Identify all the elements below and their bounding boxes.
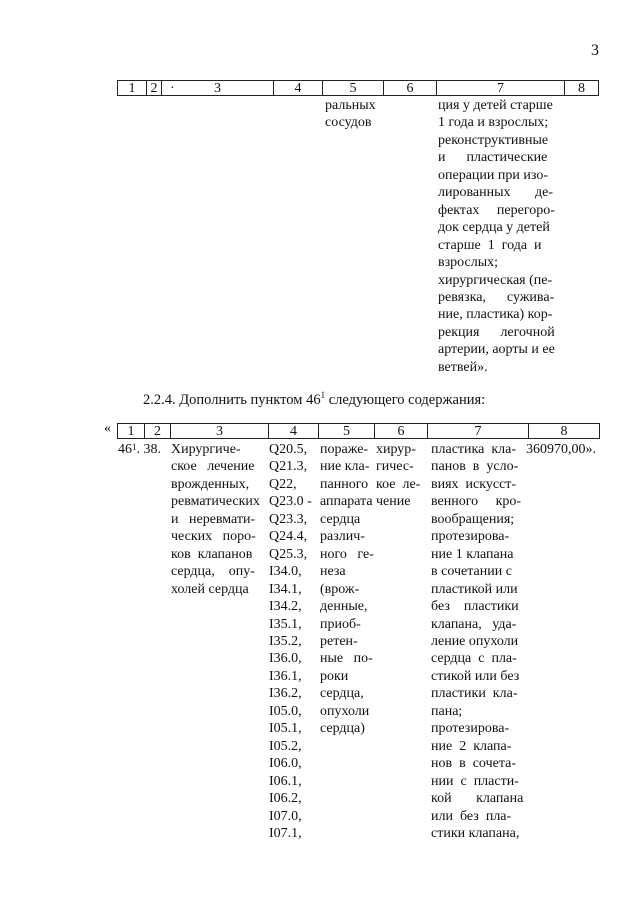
table2-col3-line: врожденных,: [171, 476, 250, 492]
icd-code: Q20.5,: [269, 442, 308, 457]
table2-col6-line: гичес-: [376, 459, 414, 475]
icd-code: Q25.3,: [269, 546, 308, 562]
table2-col3-line: Хирургиче-: [171, 442, 241, 457]
row-number-rest: . 38.: [136, 442, 161, 457]
table2-col3-line: ков клапанов: [171, 546, 253, 562]
table2-col5-line: пораже-: [320, 442, 369, 457]
table1-header-cell-3: [161, 80, 273, 96]
table1-col7-line: ция у детей старше: [438, 98, 553, 113]
table2-col5-line: приоб-: [320, 616, 361, 632]
table1-header-cell-2: 2: [146, 80, 161, 96]
table2-col5-line: панного: [320, 476, 369, 492]
table2-col5-line: ретен-: [320, 633, 358, 649]
table2-col6-text: [376, 441, 425, 511]
table2-col7-line: панов в усло-: [431, 459, 519, 475]
table2-col5-line: (врож-: [320, 581, 360, 597]
opening-quote: «: [104, 421, 111, 436]
instruction-paragraph: [143, 392, 485, 409]
table2-col3-line: ческих поро-: [171, 529, 256, 545]
table1-col7-line: рекция легочной: [438, 324, 555, 340]
table2-col7-line: нов в сочета-: [431, 756, 516, 772]
table1-col7-line: операции при изо-: [438, 167, 548, 183]
table2-col7-text: [431, 441, 526, 842]
icd-code: I06.2,: [269, 791, 302, 807]
table1-col7-line: и пластические: [438, 150, 548, 166]
table2-header-cell-4: 4: [268, 423, 318, 439]
table2-col7-line: пластики кла-: [431, 686, 518, 702]
table1-header-cell-5: 5: [322, 80, 383, 96]
table2-col5-line: аппарата: [320, 494, 373, 510]
icd-code: I35.1,: [269, 616, 302, 632]
table2-col7-line: ние 2 клапа-: [431, 738, 512, 754]
table2-col3-line: сердца, опу-: [171, 564, 255, 580]
icd-code: I06.0,: [269, 756, 302, 772]
table2-col7-line: виях искусст-: [431, 476, 517, 492]
table1-header-cell-1: 1: [117, 80, 146, 96]
table2-col7-line: пластика кла-: [431, 442, 516, 457]
icd-code: I36.1,: [269, 668, 302, 684]
table2-col5-line: неза: [320, 564, 346, 580]
table2-header-cell-5: 5: [318, 423, 374, 439]
row-number-base: 46: [118, 442, 132, 457]
table2-header-cell-3: 3: [170, 423, 268, 439]
table1-col7-text: [438, 97, 566, 376]
icd-code: I05.2,: [269, 738, 302, 754]
table1-col7-line: ветвей».: [438, 359, 488, 375]
table2-col5-line: ного ге-: [320, 546, 374, 562]
table1-header-cell-4: 4: [273, 80, 322, 96]
icd-code: I36.0,: [269, 651, 302, 667]
icd-code: I34.2,: [269, 599, 302, 615]
table2-col3-line: ское лечение: [171, 459, 255, 475]
table2-col6-line: чение: [376, 494, 411, 510]
table2-col7-line: венного кро-: [431, 494, 522, 510]
table1-col7-line: 1 года и взрослых;: [438, 115, 549, 131]
table2-col7-line: ние 1 клапана: [431, 546, 514, 562]
table2-header-cell-2: 2: [144, 423, 170, 439]
paragraph-suffix: следующего содержания:: [325, 392, 486, 408]
table2-col7-line: протезирова-: [431, 721, 510, 737]
table2-col7-line: вообращения;: [431, 511, 515, 527]
table2-col7-line: или без пла-: [431, 808, 512, 824]
icd-code: Q21.3,: [269, 459, 308, 475]
table2-col7-line: без пластики: [431, 599, 519, 615]
table2-col5-line: сердца): [320, 721, 365, 737]
table1-col7-line: хирургическая (пе-: [438, 272, 553, 288]
table2-col5-line: ные по-: [320, 651, 373, 667]
table2-header-row: [117, 423, 600, 441]
icd-code: I36.2,: [269, 686, 302, 702]
table1-col7-line: док сердца у детей: [438, 220, 550, 236]
table2-row-number: [118, 441, 161, 458]
table1-header-row: [117, 80, 599, 98]
table1-col5-line: сосудов: [325, 115, 372, 131]
icd-code: Q24.4,: [269, 529, 308, 545]
table2-col3-line: и неревмати-: [171, 511, 256, 527]
table2-col5-line: роки: [320, 668, 349, 684]
table1-header-cell-3-label: 3: [214, 81, 221, 96]
icd-code: Q22,: [269, 476, 297, 492]
table1-header-cell-6: 6: [383, 80, 436, 96]
table2-col7-line: пана;: [431, 703, 463, 719]
table2-col5-line: ние кла-: [320, 459, 370, 475]
table1-header-cell-7: 7: [436, 80, 564, 96]
table2-col7-line: протезирова-: [431, 529, 510, 545]
icd-code: I06.1,: [269, 773, 302, 789]
table2-col7-line: пластикой или: [431, 581, 518, 597]
table2-col5-line: сердца,: [320, 686, 364, 702]
table2-col6-line: хирур-: [376, 442, 416, 457]
icd-code: I34.0,: [269, 564, 302, 580]
table2-col7-line: стики клапана,: [431, 825, 520, 841]
table1-col7-line: артерии, аорты и ее: [438, 342, 555, 358]
table2-col7-line: в сочетании с: [431, 564, 512, 580]
table2-col5-line: сердца: [320, 511, 361, 527]
table1-col7-line: взрослых;: [438, 255, 498, 271]
table1-col7-line: реконструктивные: [438, 132, 549, 148]
table2-col4-codes: [269, 441, 312, 842]
row-number-superscript: 1: [132, 442, 137, 452]
table1-col7-line: фектах перегоро-: [438, 202, 555, 218]
table2-col8-price: 360970,00».: [526, 442, 596, 457]
icd-code: I05.1,: [269, 721, 302, 737]
table2-col7-line: ление опухоли: [431, 633, 519, 649]
table2-col7-line: кой клапана: [431, 791, 524, 807]
table1-col7-line: старше 1 года и: [438, 237, 542, 253]
table1-header-dot: ·: [170, 81, 175, 96]
paragraph-superscript: 1: [320, 390, 326, 400]
table1-col7-line: ревязка, сужива-: [438, 289, 555, 305]
table2-col7-line: стикой или без: [431, 668, 520, 684]
table2-col5-line: денные,: [320, 599, 368, 615]
table1-col5-line: ральных: [325, 98, 376, 113]
table2-col7-line: сердца с пла-: [431, 651, 517, 667]
icd-code: I35.2,: [269, 633, 302, 649]
page-number: 3: [591, 42, 599, 59]
table2-col3-line: ревматических: [171, 494, 260, 510]
table1-col7-line: ние, пластика) кор-: [438, 307, 553, 323]
table2-col6-line: кое ле-: [376, 476, 421, 492]
table1-col7-line: лированных де-: [438, 185, 554, 201]
icd-code: I34.1,: [269, 581, 302, 597]
icd-code: I07.1,: [269, 825, 302, 841]
table1-col5-text: [325, 97, 376, 132]
icd-code: I07.0,: [269, 808, 302, 824]
table1-header-cell-8: 8: [564, 80, 599, 96]
table2-col7-line: нии с пласти-: [431, 773, 519, 789]
table2-header-cell-8: 8: [528, 423, 600, 439]
table2-col3-line: холей сердца: [171, 581, 249, 597]
table2-col3-text: [171, 441, 263, 598]
icd-code: I05.0,: [269, 703, 302, 719]
table2-col5-line: различ-: [320, 529, 365, 545]
paragraph-prefix: 2.2.4. Дополнить пунктом 46: [143, 392, 321, 408]
table2-header-cell-6: 6: [374, 423, 427, 439]
table2-header-cell-1: 1: [117, 423, 144, 439]
icd-code: Q23.0 -: [269, 494, 312, 510]
table2-col7-line: клапана, уда-: [431, 616, 517, 632]
table2-col5-text: [320, 441, 372, 738]
icd-code: Q23.3,: [269, 511, 308, 527]
table2-header-cell-7: 7: [427, 423, 528, 439]
table2-col5-line: опухоли: [320, 703, 370, 719]
